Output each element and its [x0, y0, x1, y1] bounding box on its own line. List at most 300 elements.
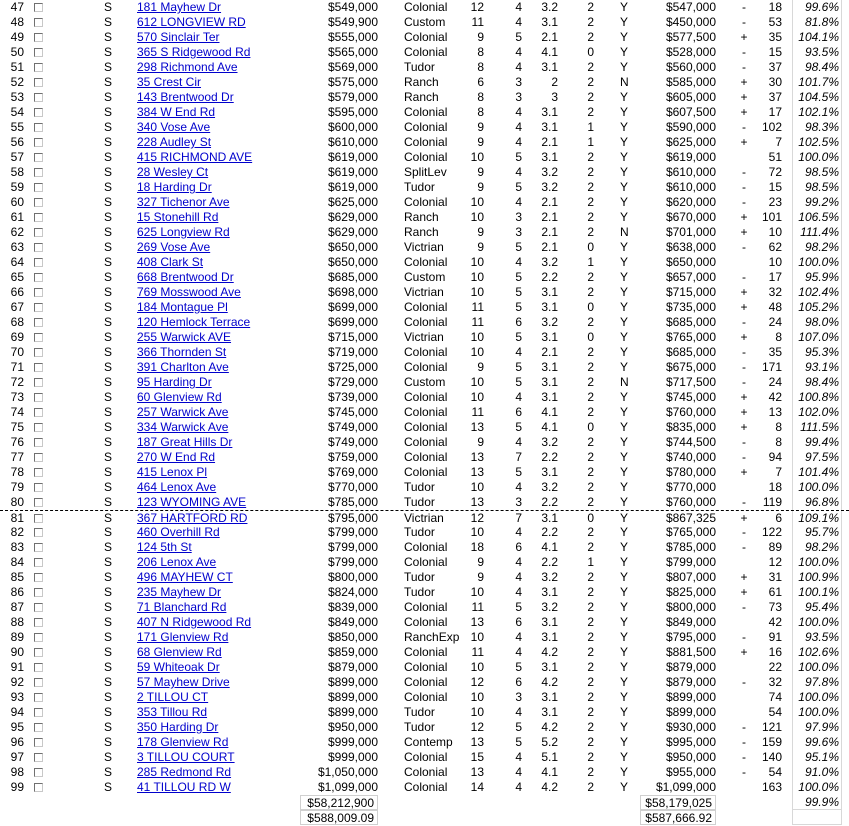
- status-cell: S: [104, 375, 113, 389]
- address-link[interactable]: 350 Harding Dr: [137, 720, 219, 734]
- percent-cell: 99.4%: [792, 435, 842, 450]
- address-link[interactable]: 68 Glenview Rd: [137, 645, 222, 659]
- row-checkbox[interactable]: [34, 108, 43, 117]
- garage-cell: 2: [587, 540, 594, 554]
- baths-cell: 4.1: [541, 540, 558, 554]
- sum-percent[interactable]: 99.9%: [792, 795, 842, 810]
- bedrooms-cell: 5: [515, 420, 522, 434]
- percent-cell: 96.8%: [792, 495, 842, 510]
- status-cell: S: [104, 0, 113, 14]
- diff-sign-cell: +: [740, 210, 748, 224]
- rooms-cell: 10: [470, 270, 484, 284]
- garage-cell: 2: [587, 570, 594, 584]
- sold-price-cell: $1,099,000: [655, 780, 716, 794]
- style-cell: Colonial: [404, 195, 448, 209]
- diff-sign-cell: [738, 150, 750, 165]
- percent-cell: 100.0%: [792, 150, 842, 165]
- garage-cell: 2: [587, 60, 594, 74]
- row-checkbox[interactable]: [34, 738, 43, 747]
- rooms-cell: 9: [477, 225, 484, 239]
- table-row: [0, 75, 849, 90]
- row-checkbox[interactable]: [34, 633, 43, 642]
- row-checkbox[interactable]: [34, 768, 43, 777]
- list-price-cell: $745,000: [327, 405, 378, 419]
- row-checkbox[interactable]: [34, 648, 43, 657]
- rooms-cell: 13: [470, 465, 484, 479]
- baths-cell: 3.2: [541, 255, 558, 269]
- yes-no-cell: N: [620, 75, 629, 89]
- days-cell: 32: [768, 675, 782, 689]
- baths-cell: 3.1: [541, 660, 558, 674]
- style-cell: Ranch: [404, 225, 439, 239]
- row-number: 60: [10, 195, 24, 209]
- address-link[interactable]: 59 Whiteoak Dr: [137, 660, 220, 674]
- address-link[interactable]: 298 Richmond Ave: [137, 60, 238, 74]
- table-row: [0, 90, 849, 105]
- row-checkbox[interactable]: [34, 243, 43, 252]
- bedrooms-cell: 5: [515, 375, 522, 389]
- diff-sign-cell: -: [742, 120, 746, 134]
- row-checkbox[interactable]: [34, 123, 43, 132]
- style-cell: Tudor: [404, 720, 435, 734]
- garage-cell: 2: [587, 225, 594, 239]
- garage-cell: 2: [587, 600, 594, 614]
- list-price-cell: $749,000: [327, 420, 378, 434]
- row-checkbox[interactable]: [34, 198, 43, 207]
- row-number: 89: [10, 630, 24, 644]
- row-checkbox[interactable]: [34, 348, 43, 357]
- row-number: 79: [10, 480, 24, 494]
- address-link[interactable]: 668 Brentwood Dr: [137, 270, 234, 284]
- style-cell: Colonial: [404, 405, 448, 419]
- table-row: [0, 615, 849, 630]
- row-number: 76: [10, 435, 24, 449]
- baths-cell: 3.1: [541, 390, 558, 404]
- sold-price-cell: $785,000: [665, 540, 716, 554]
- bedrooms-cell: 5: [515, 735, 522, 749]
- address-link[interactable]: 18 Harding Dr: [137, 180, 212, 194]
- status-cell: S: [104, 270, 113, 284]
- address-link[interactable]: 143 Brentwood Dr: [137, 90, 234, 104]
- baths-cell: 3.1: [541, 285, 558, 299]
- status-cell: S: [104, 225, 113, 239]
- address-link[interactable]: 625 Longview Rd: [137, 225, 230, 239]
- rooms-cell: 10: [470, 630, 484, 644]
- style-cell: Colonial: [404, 360, 448, 374]
- row-number: 53: [10, 90, 24, 104]
- address-link[interactable]: 415 RICHMOND AVE: [137, 150, 253, 164]
- list-price-cell: $759,000: [327, 450, 378, 464]
- style-cell: Colonial: [404, 765, 448, 779]
- row-checkbox[interactable]: [34, 543, 43, 552]
- address-link[interactable]: 365 S Ridgewood Rd: [137, 45, 251, 59]
- yes-no-cell: Y: [620, 720, 629, 734]
- yes-no-cell: Y: [620, 315, 629, 329]
- rooms-cell: 13: [470, 735, 484, 749]
- style-cell: Colonial: [404, 390, 448, 404]
- rooms-cell: 13: [470, 450, 484, 464]
- sum-list-price[interactable]: $58,212,900: [300, 795, 378, 810]
- garage-cell: 2: [587, 750, 594, 764]
- style-cell: Colonial: [404, 420, 448, 434]
- list-price-cell: $549,000: [327, 0, 378, 14]
- row-checkbox[interactable]: [34, 453, 43, 462]
- sum-sold-price[interactable]: $58,179,025: [640, 795, 716, 810]
- bedrooms-cell: 4: [515, 645, 522, 659]
- garage-cell: 2: [587, 150, 594, 164]
- row-checkbox[interactable]: [34, 498, 43, 507]
- baths-cell: 4.2: [541, 720, 558, 734]
- row-checkbox[interactable]: [34, 678, 43, 687]
- days-cell: 13: [768, 405, 782, 419]
- address-link[interactable]: 769 Mosswood Ave: [137, 285, 241, 299]
- row-checkbox[interactable]: [34, 438, 43, 447]
- row-checkbox[interactable]: [34, 378, 43, 387]
- status-cell: S: [104, 255, 113, 269]
- status-cell: S: [104, 45, 113, 59]
- days-cell: 7: [775, 135, 782, 149]
- address-link[interactable]: 71 Blanchard Rd: [137, 600, 227, 614]
- rooms-cell: 10: [470, 375, 484, 389]
- address-link[interactable]: 612 LONGVIEW RD: [137, 15, 246, 29]
- address-link[interactable]: 496 MAYHEW CT: [137, 570, 233, 584]
- style-cell: Colonial: [404, 780, 448, 794]
- address-link[interactable]: 366 Thornden St: [137, 345, 227, 359]
- percent-cell: 100.0%: [792, 690, 842, 705]
- row-checkbox[interactable]: [34, 333, 43, 342]
- style-cell: Colonial: [404, 555, 448, 569]
- diff-sign-cell: +: [740, 645, 748, 659]
- garage-cell: 2: [587, 0, 594, 14]
- baths-cell: 4.2: [541, 675, 558, 689]
- percent-cell: 91.0%: [792, 765, 842, 780]
- bedrooms-cell: 4: [515, 435, 522, 449]
- baths-cell: 3.1: [541, 15, 558, 29]
- days-cell: 72: [768, 165, 782, 179]
- yes-no-cell: Y: [620, 135, 629, 149]
- sold-price-cell: $620,000: [665, 195, 716, 209]
- bedrooms-cell: 4: [515, 120, 522, 134]
- sold-price-cell: $547,000: [665, 0, 716, 14]
- percent-cell: 104.5%: [792, 90, 842, 105]
- address-link[interactable]: 228 Audley St: [137, 135, 212, 149]
- diff-sign-cell: -: [742, 195, 746, 209]
- style-cell: Colonial: [404, 0, 448, 14]
- days-cell: 101: [761, 210, 782, 224]
- yes-no-cell: Y: [620, 90, 629, 104]
- address-link[interactable]: 123 WYOMING AVE: [137, 495, 247, 509]
- row-checkbox[interactable]: [34, 693, 43, 702]
- days-cell: 15: [768, 45, 782, 59]
- address-link[interactable]: 28 Wesley Ct: [137, 165, 209, 179]
- address-link[interactable]: 2 TILLOU CT: [137, 690, 209, 704]
- row-checkbox[interactable]: [34, 558, 43, 567]
- address-link[interactable]: 334 Warwick Ave: [137, 420, 229, 434]
- days-cell: 122: [761, 525, 782, 539]
- rooms-cell: 9: [477, 180, 484, 194]
- days-cell: 16: [768, 645, 782, 659]
- bedrooms-cell: 5: [515, 660, 522, 674]
- row-checkbox[interactable]: [34, 228, 43, 237]
- days-cell: 35: [768, 345, 782, 359]
- row-checkbox[interactable]: [34, 63, 43, 72]
- address-link[interactable]: 35 Crest Cir: [137, 75, 202, 89]
- style-cell: Colonial: [404, 120, 448, 134]
- address-link[interactable]: 407 N Ridgewood Rd: [137, 615, 252, 629]
- bedrooms-cell: 4: [515, 780, 522, 794]
- yes-no-cell: Y: [620, 165, 629, 179]
- status-cell: S: [104, 705, 113, 719]
- address-link[interactable]: 181 Mayhew Dr: [137, 0, 222, 14]
- sold-price-cell: $899,000: [665, 690, 716, 704]
- days-cell: 121: [761, 720, 782, 734]
- yes-no-cell: Y: [620, 465, 629, 479]
- avg-sold-price[interactable]: $587,666.92: [640, 810, 716, 825]
- style-cell: Colonial: [404, 600, 448, 614]
- sold-price-cell: $735,000: [665, 300, 716, 314]
- address-link[interactable]: 415 Lenox Pl: [137, 465, 208, 479]
- address-link[interactable]: 57 Mayhew Drive: [137, 675, 230, 689]
- status-cell: S: [104, 210, 113, 224]
- rooms-cell: 10: [470, 525, 484, 539]
- row-checkbox[interactable]: [34, 78, 43, 87]
- garage-cell: 2: [587, 315, 594, 329]
- bedrooms-cell: 7: [515, 450, 522, 464]
- row-checkbox[interactable]: [34, 618, 43, 627]
- days-cell: 30: [768, 75, 782, 89]
- address-link[interactable]: 178 Glenview Rd: [137, 735, 229, 749]
- style-cell: Colonial: [404, 690, 448, 704]
- rooms-cell: 9: [477, 570, 484, 584]
- row-checkbox[interactable]: [34, 483, 43, 492]
- row-number: 65: [10, 270, 24, 284]
- row-checkbox[interactable]: [34, 528, 43, 537]
- diff-sign-cell: -: [742, 345, 746, 359]
- percent-cell: 100.0%: [792, 255, 842, 270]
- sold-price-cell: $625,000: [665, 135, 716, 149]
- address-link[interactable]: 41 TILLOU RD W: [137, 780, 231, 794]
- diff-sign-cell: +: [740, 135, 748, 149]
- diff-sign-cell: -: [742, 15, 746, 29]
- row-number: 87: [10, 600, 24, 614]
- status-cell: S: [104, 75, 113, 89]
- diff-sign-cell: +: [740, 75, 748, 89]
- row-number: 92: [10, 675, 24, 689]
- rooms-cell: 8: [477, 105, 484, 119]
- days-cell: 18: [768, 0, 782, 14]
- percent-cell: 100.1%: [792, 585, 842, 600]
- row-checkbox[interactable]: [34, 408, 43, 417]
- days-cell: 35: [768, 30, 782, 44]
- row-checkbox[interactable]: [34, 138, 43, 147]
- row-checkbox[interactable]: [34, 783, 43, 792]
- row-checkbox[interactable]: [34, 573, 43, 582]
- baths-cell: 3.1: [541, 465, 558, 479]
- days-cell: 23: [768, 195, 782, 209]
- address-link[interactable]: 206 Lenox Ave: [137, 555, 217, 569]
- percent-cell: 95.9%: [792, 270, 842, 285]
- avg-list-price[interactable]: $588,009.09: [300, 810, 378, 825]
- address-link[interactable]: 171 Glenview Rd: [137, 630, 229, 644]
- diff-sign-cell: -: [742, 375, 746, 389]
- diff-sign-cell: [738, 780, 750, 795]
- address-link[interactable]: 95 Harding Dr: [137, 375, 212, 389]
- row-checkbox[interactable]: [34, 18, 43, 27]
- status-cell: S: [104, 420, 113, 434]
- sold-price-cell: $717,500: [665, 375, 716, 389]
- address-link[interactable]: 327 Tichenor Ave: [137, 195, 230, 209]
- row-number: 82: [10, 525, 24, 539]
- list-price-cell: $619,000: [327, 150, 378, 164]
- list-price-cell: $770,000: [327, 480, 378, 494]
- sold-price-cell: $670,000: [665, 210, 716, 224]
- row-checkbox[interactable]: [34, 468, 43, 477]
- address-link[interactable]: 464 Lenox Ave: [137, 480, 217, 494]
- address-link[interactable]: 60 Glenview Rd: [137, 390, 222, 404]
- bedrooms-cell: 4: [515, 630, 522, 644]
- style-cell: Victrian: [404, 240, 444, 254]
- status-cell: S: [104, 435, 113, 449]
- sold-price-cell: $955,000: [665, 765, 716, 779]
- row-checkbox[interactable]: [34, 93, 43, 102]
- garage-cell: 0: [587, 300, 594, 314]
- row-checkbox[interactable]: [34, 708, 43, 717]
- address-link[interactable]: 384 W End Rd: [137, 105, 216, 119]
- yes-no-cell: Y: [620, 585, 629, 599]
- address-link[interactable]: 270 W End Rd: [137, 450, 216, 464]
- days-cell: 37: [768, 90, 782, 104]
- address-link[interactable]: 285 Redmond Rd: [137, 765, 232, 779]
- row-number: 57: [10, 150, 24, 164]
- address-link[interactable]: 3 TILLOU COURT: [137, 750, 235, 764]
- status-cell: S: [104, 30, 113, 44]
- table-row: [0, 255, 849, 270]
- address-link[interactable]: 235 Mayhew Dr: [137, 585, 222, 599]
- row-checkbox[interactable]: [34, 3, 43, 12]
- address-link[interactable]: 187 Great Hills Dr: [137, 435, 233, 449]
- row-number: 86: [10, 585, 24, 599]
- diff-sign-cell: +: [740, 225, 748, 239]
- row-checkbox[interactable]: [34, 288, 43, 297]
- row-checkbox[interactable]: [34, 303, 43, 312]
- row-number: 73: [10, 390, 24, 404]
- garage-cell: 2: [587, 675, 594, 689]
- bedrooms-cell: 5: [515, 600, 522, 614]
- row-checkbox[interactable]: [34, 603, 43, 612]
- address-link[interactable]: 570 Sinclair Ter: [137, 30, 220, 44]
- garage-cell: 2: [587, 765, 594, 779]
- row-checkbox[interactable]: [34, 393, 43, 402]
- baths-cell: 4.1: [541, 405, 558, 419]
- percent-cell: 107.0%: [792, 330, 842, 345]
- percent-cell: 95.4%: [792, 600, 842, 615]
- garage-cell: 0: [587, 240, 594, 254]
- list-price-cell: $715,000: [327, 330, 378, 344]
- row-checkbox[interactable]: [34, 48, 43, 57]
- garage-cell: 2: [587, 705, 594, 719]
- row-checkbox[interactable]: [34, 663, 43, 672]
- diff-sign-cell: -: [742, 360, 746, 374]
- status-cell: S: [104, 525, 113, 539]
- row-checkbox[interactable]: [34, 153, 43, 162]
- row-number: 80: [10, 495, 24, 509]
- row-number: 59: [10, 180, 24, 194]
- sold-price-cell: $528,000: [665, 45, 716, 59]
- days-cell: 32: [768, 285, 782, 299]
- row-checkbox[interactable]: [34, 588, 43, 597]
- table-row: [0, 435, 849, 450]
- row-checkbox[interactable]: [34, 33, 43, 42]
- row-checkbox[interactable]: [34, 318, 43, 327]
- list-price-cell: $650,000: [327, 240, 378, 254]
- style-cell: Colonial: [404, 150, 448, 164]
- table-row: [0, 555, 849, 570]
- row-checkbox[interactable]: [34, 213, 43, 222]
- diff-sign-cell: +: [740, 405, 748, 419]
- percent-cell: 98.2%: [792, 240, 842, 255]
- yes-no-cell: Y: [620, 360, 629, 374]
- rooms-cell: 18: [470, 540, 484, 554]
- address-link[interactable]: 367 HARTFORD RD: [137, 511, 248, 525]
- baths-cell: 3.1: [541, 690, 558, 704]
- diff-sign-cell: -: [742, 540, 746, 554]
- address-link[interactable]: 340 Vose Ave: [137, 120, 211, 134]
- list-price-cell: $879,000: [327, 660, 378, 674]
- row-checkbox[interactable]: [34, 258, 43, 267]
- diff-sign-cell: -: [742, 315, 746, 329]
- rooms-cell: 13: [470, 420, 484, 434]
- address-link[interactable]: 269 Vose Ave: [137, 240, 211, 254]
- address-link[interactable]: 353 Tillou Rd: [137, 705, 208, 719]
- address-link[interactable]: 15 Stonehill Rd: [137, 210, 219, 224]
- address-link[interactable]: 408 Clark St: [137, 255, 204, 269]
- row-checkbox[interactable]: [34, 423, 43, 432]
- row-checkbox[interactable]: [34, 273, 43, 282]
- garage-cell: 0: [587, 330, 594, 344]
- row-checkbox[interactable]: [34, 753, 43, 762]
- table-row: [0, 270, 849, 285]
- table-row: [0, 570, 849, 585]
- style-cell: Ranch: [404, 210, 439, 224]
- row-checkbox[interactable]: [34, 723, 43, 732]
- garage-cell: 2: [587, 105, 594, 119]
- rooms-cell: 13: [470, 495, 484, 509]
- address-link[interactable]: 255 Warwick AVE: [137, 330, 232, 344]
- table-row: [0, 330, 849, 345]
- status-cell: S: [104, 195, 113, 209]
- garage-cell: 2: [587, 780, 594, 794]
- garage-cell: 2: [587, 615, 594, 629]
- address-link[interactable]: 257 Warwick Ave: [137, 405, 229, 419]
- row-number: 69: [10, 330, 24, 344]
- table-row: [0, 300, 849, 315]
- address-link[interactable]: 391 Charlton Ave: [137, 360, 229, 374]
- rooms-cell: 9: [477, 360, 484, 374]
- row-checkbox[interactable]: [34, 363, 43, 372]
- address-link[interactable]: 124 5th St: [137, 540, 192, 554]
- row-checkbox[interactable]: [34, 183, 43, 192]
- address-link[interactable]: 120 Hemlock Terrace: [137, 315, 251, 329]
- address-link[interactable]: 184 Montague Pl: [137, 300, 228, 314]
- row-checkbox[interactable]: [34, 514, 43, 523]
- table-row: [0, 765, 849, 780]
- status-cell: S: [104, 450, 113, 464]
- address-link[interactable]: 460 Overhill Rd: [137, 525, 220, 539]
- baths-cell: 3.1: [541, 360, 558, 374]
- yes-no-cell: Y: [620, 735, 629, 749]
- row-checkbox[interactable]: [34, 168, 43, 177]
- row-number: 51: [10, 60, 24, 74]
